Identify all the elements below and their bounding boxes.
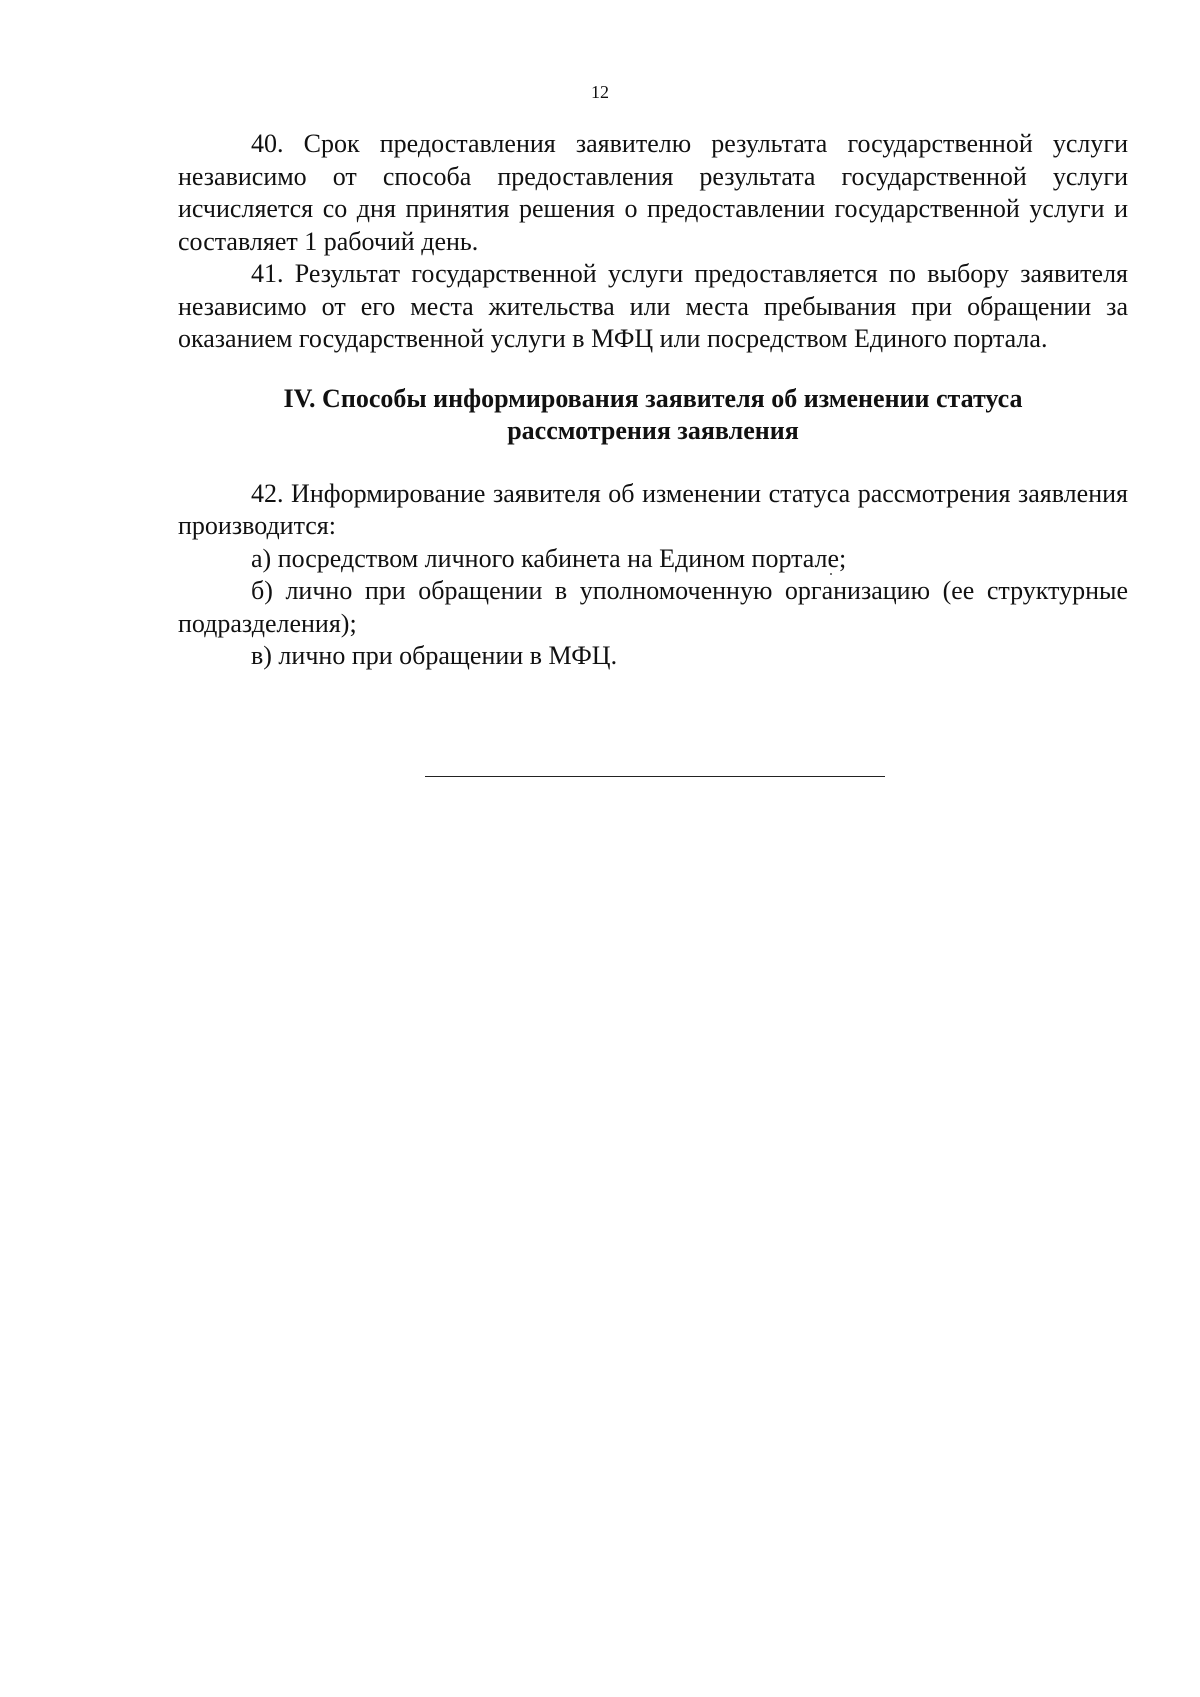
section-heading [178,383,1128,448]
end-rule [425,776,885,777]
list-item-b: б) лично при обращении в уполномоченную организацию (ее структурные подразделения); [178,576,1128,638]
document-body [178,128,1128,673]
section-heading-line-2: рассмотрения заявления [507,416,799,445]
section-heading-line-1: IV. Способы информирования заявителя об изменении статуса [283,383,1023,413]
paragraph-41: 41. Результат государственной услуги предоставляется по выбору заявителя независимо от его места жительства или места пребывания при обращении за оказанием государственной услуги в МФЦ или посредством Единого портала. [178,259,1128,353]
paragraph-40: 40. Срок предоставления заявителю результата государственной услуги независимо от способа предоставления результата государственной услуги исчисляется со дня принятия решения о предоставлении государственной услуги и составляет 1 рабочий день. [178,129,1128,256]
paragraph-42: 42. Информирование заявителя об изменении статуса рассмотрения заявления производится: [178,478,1128,540]
list-item-c: в) лично при обращении в МФЦ. [251,641,618,670]
scan-speck [830,573,832,575]
list-item-a: а) посредством личного кабинета на Едином портале; [251,543,847,573]
page-number: 12 [591,82,609,102]
